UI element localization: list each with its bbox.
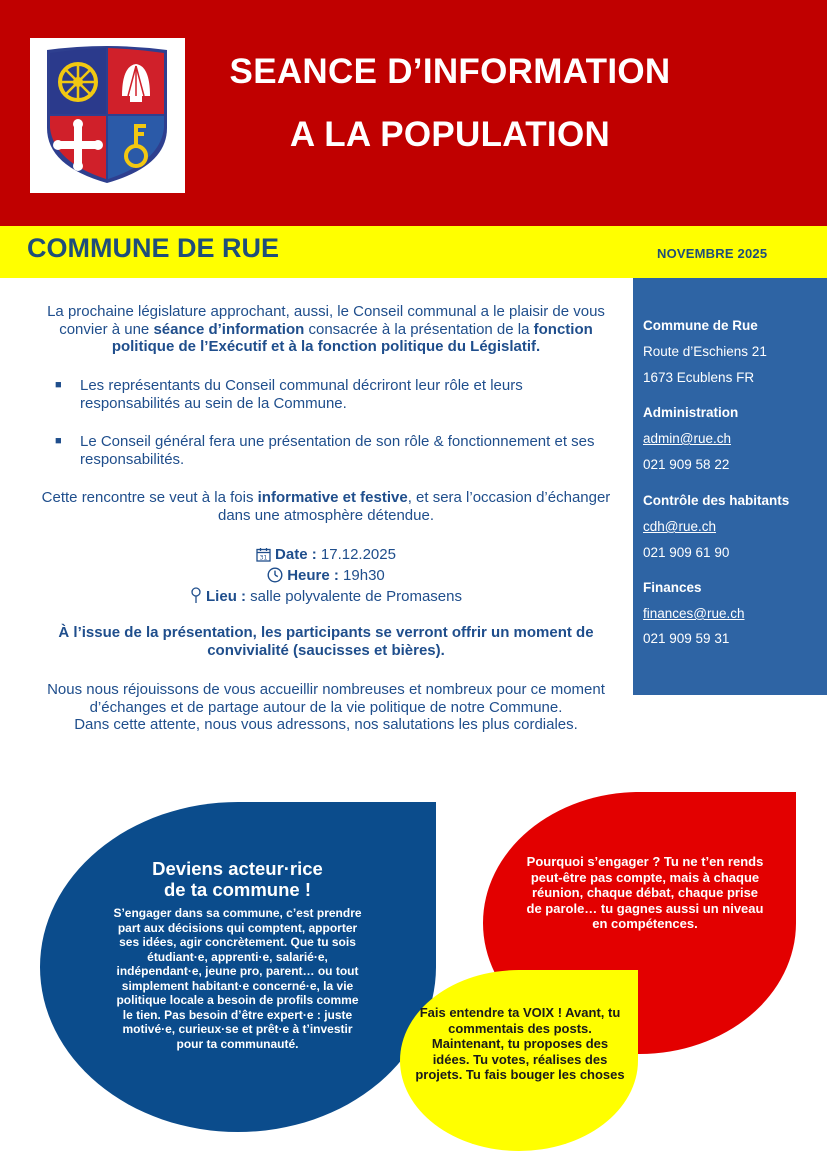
list-item-text: Le Conseil général fera une présentation de son rôle & fonctionnement et ses responsabilités. — [80, 433, 595, 468]
admin-email-link[interactable]: admin@rue.ch — [643, 431, 731, 446]
event-place — [30, 587, 622, 608]
page-title-line-2: A LA POPULATION — [289, 115, 611, 154]
address-line-2: 1673 Ecublens FR — [643, 370, 755, 385]
blue-title-line: de ta commune ! — [164, 879, 311, 900]
bullet-icon: ■ — [55, 379, 62, 391]
date-label: Date : — [275, 546, 317, 563]
blue-bubble-title — [105, 858, 370, 900]
event-date — [30, 546, 622, 566]
list-item — [55, 377, 625, 412]
description-text: Cette rencontre se veut à la fois — [41, 489, 258, 506]
calendar-icon — [256, 547, 271, 566]
intro-highlight: séance d’information — [153, 320, 305, 338]
page-title-line-1: SEANCE D’INFORMATION — [229, 52, 671, 91]
blue-bubble-text: S’engager dans sa commune, c’est prendre part aux décisions qui comptent, apporter ses idées, agir concrètement. Que tu sois étudiant·e, apprenti·e, salarié·e, indépendant·e, jeune pro, parent… ou tout simplement habitant·e concerné·e, la vie politique locale a besoin de profils comme le tien. Pas besoin d’être expert·e : juste motivé·e, curieux·se et prêt·e à t’investir pour ta communauté. — [113, 906, 362, 1051]
place-label: Lieu : — [206, 588, 247, 605]
coat-of-arms-logo — [30, 38, 185, 193]
date-value: 17.12.2025 — [316, 546, 396, 563]
clock-icon — [267, 567, 283, 587]
event-time — [30, 567, 622, 587]
description-highlight: informative et festive — [257, 489, 408, 506]
time-value: 19h30 — [338, 567, 385, 584]
location-pin-icon — [190, 587, 202, 608]
issue-date: NOVEMBRE 2025 — [657, 246, 768, 261]
closing-paragraph — [30, 681, 622, 734]
refreshments-note: À l’issue de la présentation, les participants se verront offrir un moment de convivialité (saucisses et bières). — [58, 624, 594, 659]
intro-text: La prochaine législature approchant, aussi, le Conseil communal a le plaisir de vous convier à une — [47, 303, 605, 338]
control-phone: 021 909 61 90 — [643, 545, 730, 560]
time-label: Heure : — [287, 567, 339, 584]
address-line-1: Route d’Eschiens 21 — [643, 344, 767, 359]
description-text: , et sera l’occasion d’échanger dans une atmosphère détendue. — [218, 489, 611, 524]
finance-heading: Finances — [643, 580, 702, 595]
bullet-icon: ■ — [55, 435, 62, 447]
intro-paragraph — [30, 303, 622, 356]
commune-name: COMMUNE DE RUE — [27, 233, 280, 263]
list-item — [55, 433, 625, 468]
blue-title-line: Deviens acteur·rice — [152, 858, 323, 879]
admin-heading: Administration — [643, 405, 739, 420]
org-name: Commune de Rue — [643, 318, 758, 333]
finance-phone: 021 909 59 31 — [643, 631, 730, 646]
list-item-text: Les représentants du Conseil communal décriront leur rôle et leurs responsabilités au sein de la Commune. — [80, 377, 523, 412]
place-value: salle polyvalente de Promasens — [246, 588, 462, 605]
closing-text: Nous nous réjouissons de vous accueillir nombreuses et nombreux pour ce moment d’échanges et de partage autour de la vie politique de notre Commune. — [47, 681, 605, 716]
control-email-link[interactable]: cdh@rue.ch — [643, 519, 716, 534]
red-bubble-text: Pourquoi s’engager ? Tu ne t’en rends peut-être pas compte, mais à chaque réunion, chaque débat, chaque prise de parole… tu gagnes aussi un niveau en compétences. — [526, 854, 764, 931]
intro-text: consacrée à la présentation de la — [304, 320, 534, 338]
yellow-bubble-text: Fais entendre ta VOIX ! Avant, tu commentais des posts. Maintenant, tu proposes des idées. Tu votes, réalises des projets. Tu fais bouger les choses — [415, 1005, 625, 1082]
intro-highlight: fonction politique de l’Exécutif et à la fonction politique du Législatif. — [111, 320, 593, 355]
control-heading: Contrôle des habitants — [643, 493, 790, 508]
event-description — [30, 489, 622, 524]
svg-text:31: 31 — [259, 554, 268, 562]
admin-phone: 021 909 58 22 — [643, 457, 730, 472]
contact-sidebar — [633, 278, 827, 695]
closing-salutation: Dans cette attente, nous vous adressons, nos salutations les plus cordiales. — [74, 716, 578, 733]
finance-email-link[interactable]: finances@rue.ch — [643, 606, 745, 621]
